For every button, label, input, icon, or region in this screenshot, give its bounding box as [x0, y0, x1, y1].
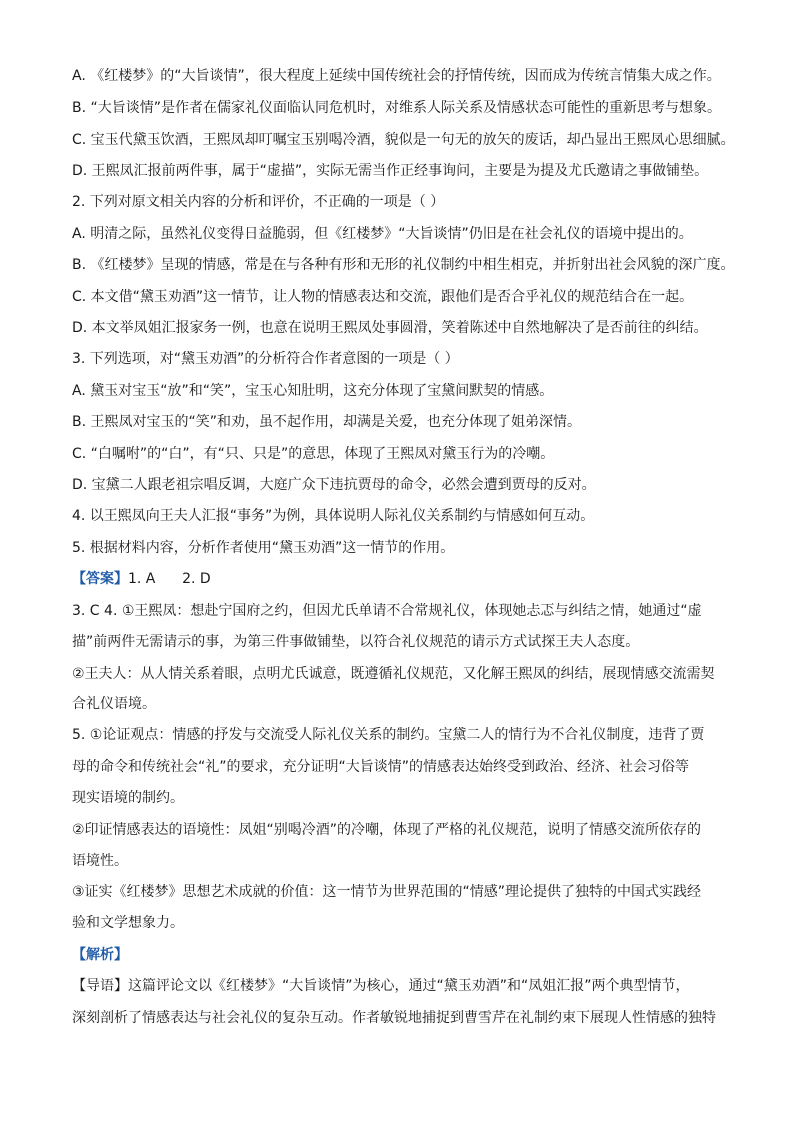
option-line: B. 《红楼梦》呈现的情感，常是在与各种有形和无形的礼仪制约中相生相克，并折射出社会风貌的深广度。 [72, 257, 735, 273]
option-line: D. 王熙凤汇报前两件事，属于“虚描”，实际无需当作正经事询问，主要是为提及尤氏邀请之事做铺垫。 [72, 163, 709, 179]
option-line: C. 本文借“黛玉劝酒”这一情节，让人物的情感表达和交流，跟他们是否合乎礼仪的规范结合在一起。 [72, 289, 694, 305]
question-line: 5. 根据材料内容，分析作者使用“黛玉劝酒”这一情节的作用。 [72, 540, 455, 556]
question-line: 3. 下列选项，对“黛玉劝酒”的分析符合作者意图的一项是（ ） [72, 351, 459, 367]
analysis-tag: 【解析】 [72, 947, 128, 963]
guide-text: 这篇评论文以《红楼梦》“大旨谈情”为核心，通过“黛玉劝酒”和“凤姐汇报”两个典型情节， [128, 978, 690, 994]
answer-line: ③证实《红楼梦》思想艺术成就的价值：这一情节为世界范围的“情感”理论提供了独特的中国式实践经 [72, 884, 702, 900]
option-line: A. 《红楼梦》的“大旨谈情”，很大程度上延续中国传统社会的抒情传统，因而成为传统言情集大成之作。 [72, 68, 721, 84]
guide-header [72, 976, 722, 996]
option-line: D. 宝黛二人跟老祖宗唱反调，大庭广众下违抗贾母的命令，必然会遭到贾母的反对。 [72, 477, 596, 493]
option-line: D. 本文举凤姐汇报家务一例，也意在说明王熙凤处事圆滑，笑着陈述中自然地解决了是否前往的纠结。 [72, 320, 708, 336]
option-line: A. 明清之际，虽然礼仪变得日益脆弱，但《红楼梦》“大旨谈情”仍旧是在社会礼仪的语境中提出的。 [72, 226, 693, 242]
answer-line: 母的命令和传统社会“礼”的要求，充分证明“大旨谈情”的情感表达始终受到政治、经济、社会习俗等 [72, 759, 690, 775]
question-line: 4. 以王熙凤向王夫人汇报“事务”为例，具体说明人际礼仪关系制约与情感如何互动。 [72, 508, 595, 524]
answer-tag: 【答案】 [72, 571, 128, 587]
answer-text: 1. A 2. D [128, 571, 211, 587]
answer-line: ②王夫人：从人情关系着眼，点明尤氏诚意，既遵循礼仪规范，又化解王熙凤的纠结，展现情感交流需契 [72, 666, 715, 682]
answer-line: 语境性。 [72, 853, 128, 869]
option-line: B. “大旨谈情”是作者在儒家礼仪面临认同危机时，对维系人际关系及情感状态可能性的重新思考与想象。 [72, 100, 722, 116]
guide-line: 深刻剖析了情感表达与社会礼仪的复杂互动。作者敏锐地捕捉到曹雪芹在礼制约束下展现人性情感的独特 [72, 1010, 716, 1026]
answer-line: 5. ①论证观点：情感的抒发与交流受人际礼仪关系的制约。宝黛二人的情行为不合礼仪制度，违背了贾 [72, 727, 705, 743]
question-line: 2. 下列对原文相关内容的分析和评价，不正确的一项是（ ） [72, 194, 445, 210]
option-line: C. “白嘱咐”的“白”，有“只、只是”的意思，体现了王熙凤对黛玉行为的冷嘲。 [72, 446, 555, 462]
answer-line: ②印证情感表达的语境性：凤姐“别喝冷酒”的冷嘲，体现了严格的礼仪规范，说明了情感交流所依存的 [72, 822, 702, 838]
option-line: B. 王熙凤对宝玉的“笑”和劝，虽不起作用，却满是关爱，也充分体现了姐弟深情。 [72, 414, 582, 430]
answer-line: 合礼仪语境。 [72, 696, 156, 712]
answer-line: 现实语境的制约。 [72, 790, 184, 806]
option-line: A. 黛玉对宝玉“放”和“笑”，宝玉心知肚明，这充分体现了宝黛间默契的情感。 [72, 383, 554, 399]
answer-header [72, 569, 722, 589]
answer-line: 描”前两件无需请示的事，为第三件事做铺垫，以符合礼仪规范的请示方式试探王夫人态度。 [72, 634, 640, 650]
guide-tag: 【导语】 [72, 978, 128, 994]
answer-line: 3. C 4. ①王熙凤：想赴宁国府之约，但因尤氏单请不合常规礼仪，体现她忐忑与纠结之情，她通过“虚 [72, 603, 702, 619]
analysis-header [72, 945, 722, 965]
option-line: C. 宝玉代黛玉饮酒，王熙凤却叮嘱宝玉别喝冷酒，貌似是一句无的放矢的废话，却凸显出王熙凤心思细腻。 [72, 132, 735, 148]
answer-line: 验和文学想象力。 [72, 915, 184, 931]
